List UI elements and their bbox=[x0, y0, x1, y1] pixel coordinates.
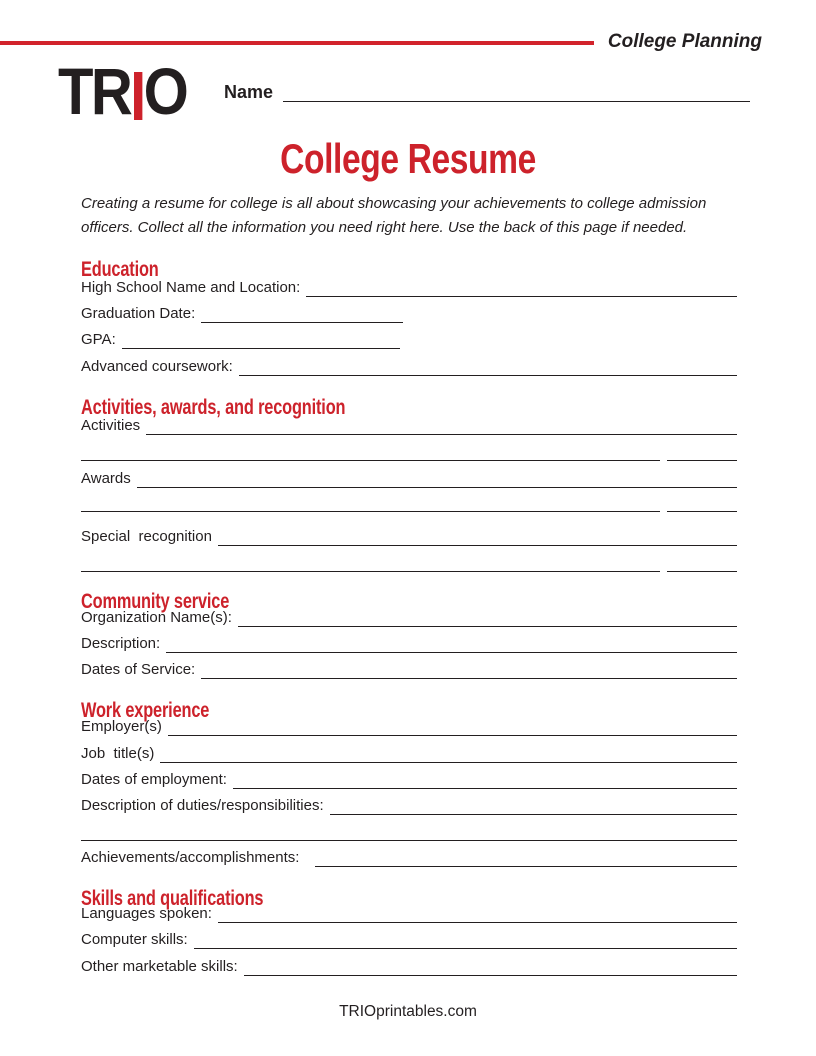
fill-line bbox=[244, 975, 737, 976]
field-row-activities bbox=[81, 414, 737, 435]
fill-line bbox=[238, 626, 737, 627]
fill-line bbox=[160, 762, 737, 763]
fill-line bbox=[81, 460, 660, 461]
fill-line bbox=[233, 788, 737, 789]
field-row-advanced-coursework bbox=[81, 355, 737, 376]
intro-text: Creating a resume for college is all about showcasing your achievements to college admission officers. Collect all the information you need right here. Use the back of this page if needed. bbox=[81, 195, 707, 236]
logo-letter-r: R bbox=[90, 54, 131, 128]
continuation-line-row-full bbox=[81, 820, 737, 841]
header-series-label: College Planning bbox=[607, 31, 762, 52]
field-label: Description of duties/responsibilities: bbox=[81, 797, 324, 814]
fill-line bbox=[315, 866, 737, 867]
continuation-line-row bbox=[81, 491, 737, 512]
field-row-computer-skills bbox=[81, 928, 737, 949]
field-row-duties-responsibilities bbox=[81, 794, 737, 815]
field-label: Awards bbox=[81, 470, 131, 487]
field-label: Graduation Date: bbox=[81, 305, 196, 322]
section-heading-activities: Activities, awards, and recognition bbox=[81, 395, 346, 419]
field-label: High School Name and Location: bbox=[81, 279, 301, 296]
field-label: Employer(s) bbox=[81, 718, 162, 735]
fill-line bbox=[667, 511, 737, 512]
field-label: Dates of employment: bbox=[81, 771, 227, 788]
fill-line bbox=[667, 571, 737, 572]
fill-line bbox=[137, 487, 737, 488]
continuation-line-row bbox=[81, 551, 737, 572]
fill-line bbox=[201, 322, 403, 323]
fill-line bbox=[166, 652, 737, 653]
field-row-languages-spoken bbox=[81, 902, 737, 923]
field-label: Languages spoken: bbox=[81, 905, 212, 922]
field-label: Activities bbox=[81, 417, 141, 434]
field-label: Dates of Service: bbox=[81, 661, 196, 678]
field-row-description bbox=[81, 632, 737, 653]
field-row-organization-names bbox=[81, 606, 737, 627]
name-label: Name bbox=[224, 82, 274, 102]
fill-line bbox=[122, 348, 400, 349]
fill-line bbox=[330, 814, 737, 815]
section-heading-education: Education bbox=[81, 257, 159, 281]
fill-line bbox=[146, 434, 737, 435]
field-label: GPA: bbox=[81, 331, 116, 348]
name-field-row bbox=[224, 80, 750, 102]
field-row-special-recognition bbox=[81, 525, 737, 546]
fill-line bbox=[81, 840, 737, 841]
field-row-other-marketable-skills bbox=[81, 955, 737, 976]
fill-line bbox=[168, 735, 737, 736]
field-row-achievements bbox=[81, 846, 737, 867]
footer-site-url: TRIOprintables.com bbox=[339, 1003, 477, 1020]
fill-line bbox=[81, 571, 660, 572]
fill-line bbox=[306, 296, 737, 297]
fill-line bbox=[218, 545, 737, 546]
fill-line bbox=[667, 460, 737, 461]
field-row-dates-of-employment bbox=[81, 768, 737, 789]
field-label: Organization Name(s): bbox=[81, 609, 232, 626]
logo-letter-i: I bbox=[130, 57, 144, 135]
section-heading-work-experience: Work experience bbox=[81, 698, 210, 722]
field-label: Achievements/accomplishments: bbox=[81, 849, 300, 866]
fill-line bbox=[201, 678, 737, 679]
field-label: Advanced coursework: bbox=[81, 358, 233, 375]
field-label: Special recognition bbox=[81, 528, 212, 545]
field-row-high-school bbox=[81, 276, 737, 297]
header-red-rule bbox=[0, 41, 594, 45]
trio-logo bbox=[58, 54, 187, 135]
field-row-awards bbox=[81, 467, 737, 488]
logo-letter-o: O bbox=[143, 54, 187, 128]
fill-line bbox=[81, 511, 660, 512]
field-label: Other marketable skills: bbox=[81, 958, 238, 975]
fill-line bbox=[239, 375, 737, 376]
logo-letter-t: T bbox=[58, 54, 91, 128]
page-title: College Resume bbox=[280, 135, 536, 182]
field-label: Description: bbox=[81, 635, 161, 652]
field-row-dates-of-service bbox=[81, 658, 737, 679]
field-row-gpa bbox=[81, 328, 400, 349]
fill-line bbox=[194, 948, 737, 949]
field-row-job-titles bbox=[81, 742, 737, 763]
field-label: Job title(s) bbox=[81, 745, 155, 762]
section-heading-skills: Skills and qualifications bbox=[81, 886, 264, 910]
field-row-employers bbox=[81, 715, 737, 736]
field-row-graduation-date bbox=[81, 302, 403, 323]
field-label: Computer skills: bbox=[81, 931, 188, 948]
continuation-line-row bbox=[81, 440, 737, 461]
name-fill-line bbox=[283, 101, 750, 102]
section-heading-community-service: Community service bbox=[81, 589, 230, 613]
fill-line bbox=[218, 922, 737, 923]
